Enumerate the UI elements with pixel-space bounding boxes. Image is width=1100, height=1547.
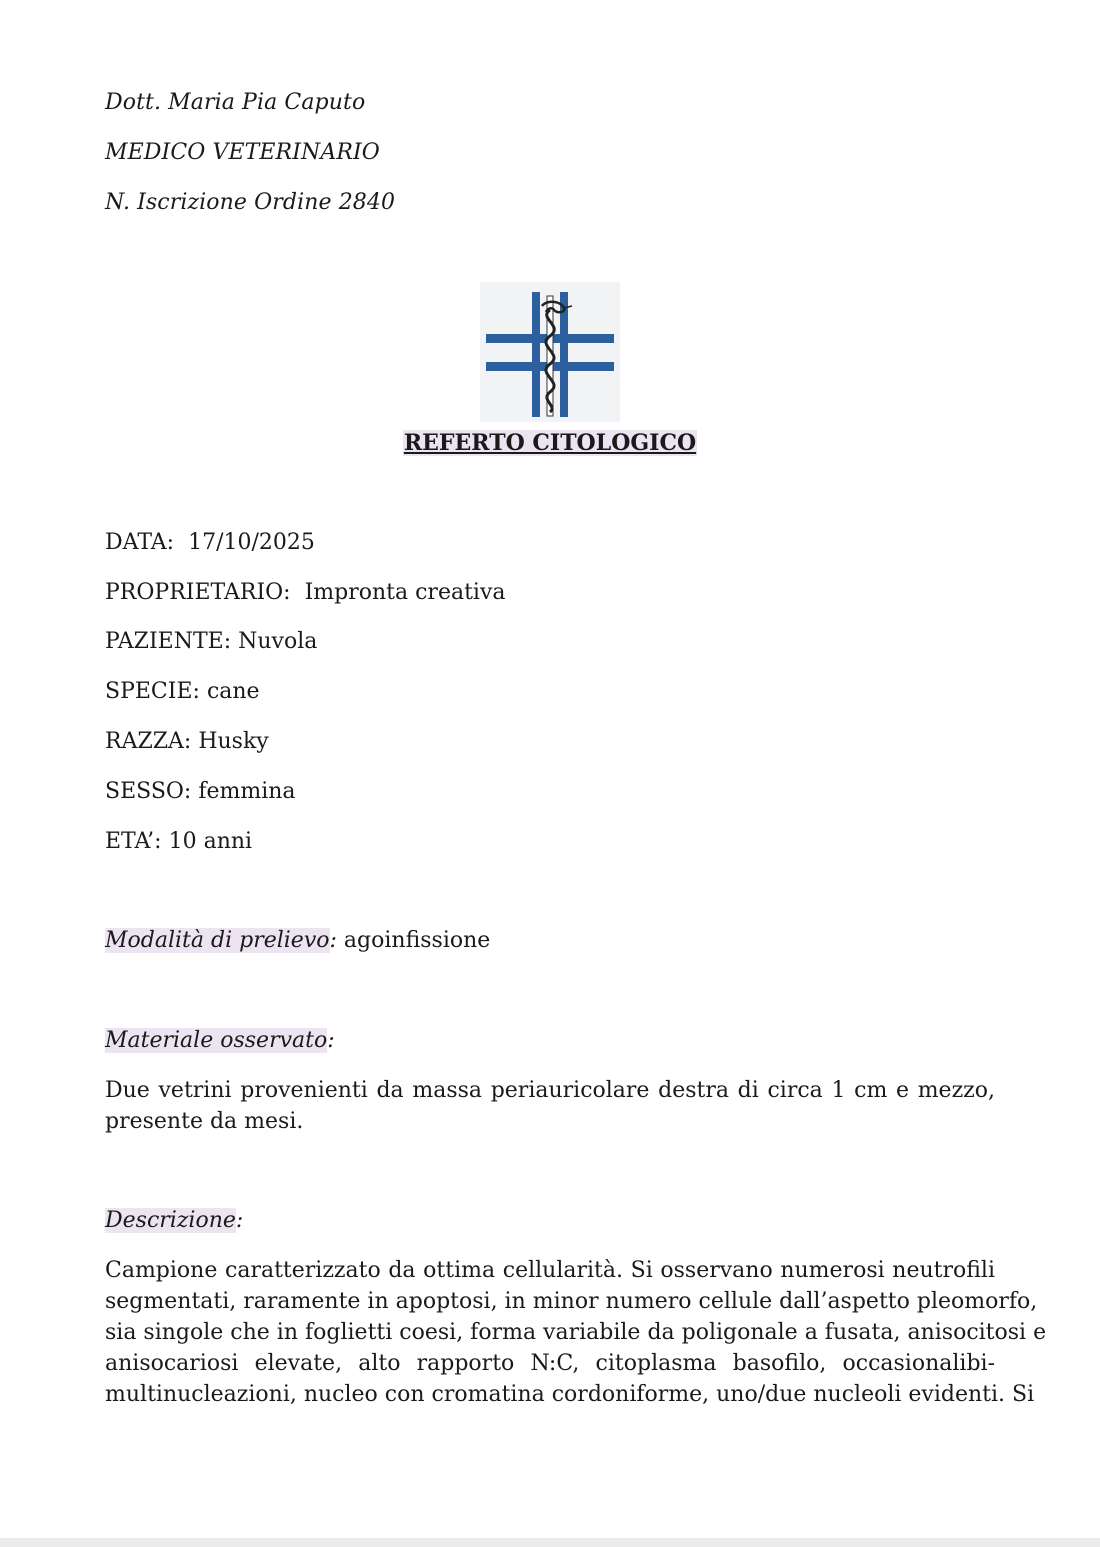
caduceus-cross-icon — [480, 282, 620, 422]
description-line: sia singole che in foglietti coesi, forma variabile da poligonale a fusata, anisocitosi e — [105, 1320, 1047, 1345]
material-line: presente da mesi. — [105, 1109, 304, 1134]
field-sesso: SESSO: femmina — [105, 779, 296, 804]
description-line: segmentati, raramente in apoptosi, in minor numero cellule dall’aspetto pleomorfo, — [105, 1289, 1038, 1314]
registration-number: N. Iscrizione Ordine 2840 — [105, 190, 396, 215]
description-heading: Descrizione: — [105, 1208, 244, 1233]
material-text — [105, 1075, 995, 1137]
description-line: multinucleazioni, nucleo con cromatina cordoniforme, uno/due nucleoli evidenti. Si — [105, 1382, 1035, 1407]
sampling-method: Modalità di prelievo: agoinfissione — [105, 928, 491, 953]
material-line: Due vetrini provenienti da massa periauricolare destra di circa 1 cm e mezzo, — [105, 1078, 995, 1103]
field-razza: RAZZA: Husky — [105, 729, 269, 754]
description-line: anisocariosi elevate, alto rapporto N:C, citoplasma basofilo, occasionalibi- — [105, 1351, 995, 1376]
field-eta: ETA’: 10 anni — [105, 829, 253, 854]
sampling-label: Modalità di prelievo — [105, 928, 330, 953]
material-heading: Materiale osservato: — [105, 1028, 335, 1053]
description-line: Campione caratterizzato da ottima cellularità. Si osservano numerosi neutrofili — [105, 1258, 995, 1283]
doctor-role: MEDICO VETERINARIO — [105, 140, 380, 165]
sampling-value: agoinfissione — [343, 928, 491, 953]
field-data: DATA: 17/10/2025 — [105, 530, 315, 555]
field-specie: SPECIE: cane — [105, 679, 260, 704]
field-paziente: PAZIENTE: Nuvola — [105, 629, 318, 654]
report-title: REFERTO CITOLOGICO — [403, 430, 697, 456]
bottom-bar — [0, 1538, 1100, 1547]
field-proprietario: PROPRIETARIO: Impronta creativa — [105, 580, 506, 605]
doctor-name: Dott. Maria Pia Caputo — [105, 90, 366, 115]
description-text — [105, 1255, 1047, 1410]
